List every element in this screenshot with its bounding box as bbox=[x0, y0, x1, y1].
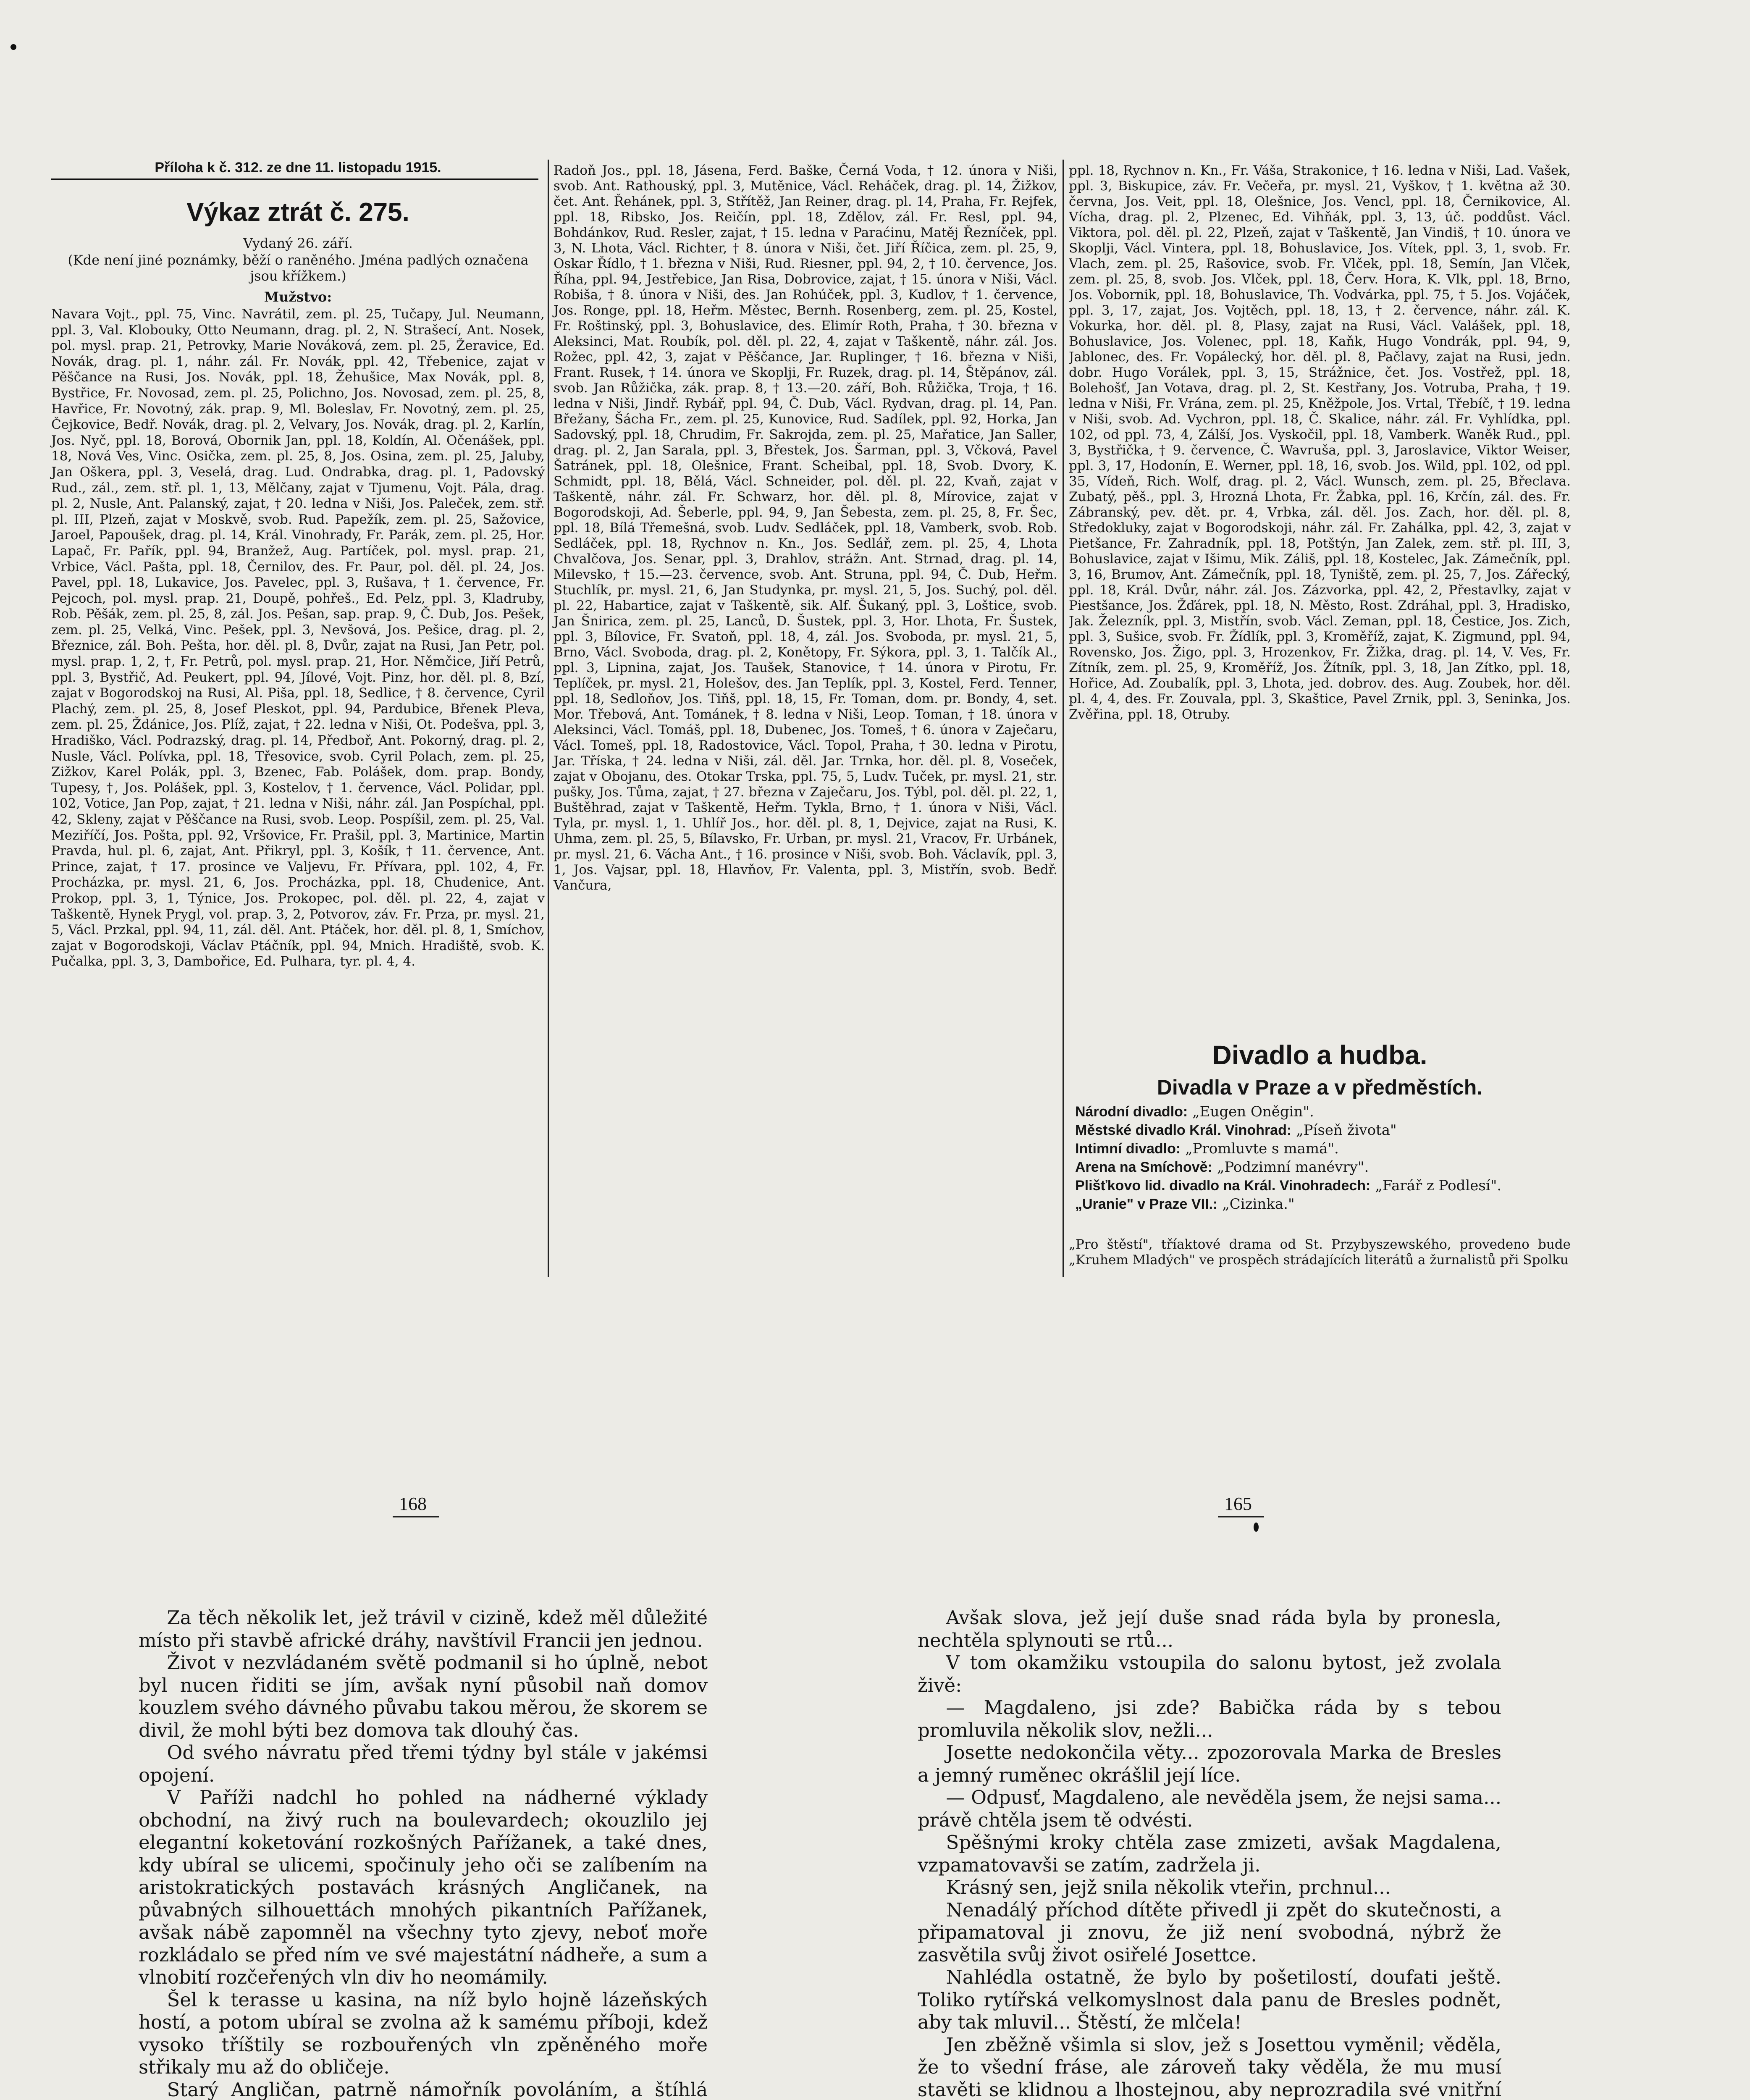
theatre-line bbox=[1075, 1176, 1571, 1195]
theatre-line bbox=[1075, 1121, 1571, 1139]
play-title: „Podzimní manévry". bbox=[1217, 1159, 1369, 1176]
report-title: Výkaz ztrát č. 275. bbox=[186, 198, 409, 227]
story-paragraph: Starý Angličan, patrně námořník povoláním, a štíhlá bbox=[167, 2078, 708, 2100]
supplement-header: Příloha k č. 312. ze dne 11. listopadu 1915. bbox=[155, 160, 441, 176]
story-paragraph: Jen zběžně všimla si slov, jež s Josettou vyměnil; věděla, že to všední fráse, ale zároveň taky věděla, že mu musí stavěti se klidnou a lhostejnou, aby neprozradila své vnitřní bbox=[918, 2033, 1501, 2100]
play-title: „Promluvte s mamá". bbox=[1185, 1140, 1339, 1157]
story-paragraph: Avšak slova, jež její duše snad ráda byla by pronesla, nechtěla splynouti se rtů... bbox=[918, 1606, 1501, 1651]
story-paragraph: — Magdaleno, jsi zde? Babička ráda by s tebou promluvila několik slov, nežli... bbox=[918, 1696, 1501, 1741]
play-title: „Eugen Oněgin". bbox=[1192, 1103, 1314, 1120]
venue-name: Intimní divadlo: bbox=[1075, 1141, 1181, 1157]
play-title: „Cizinka." bbox=[1222, 1196, 1295, 1213]
venue-name: „Uranie" v Praze VII.: bbox=[1075, 1196, 1218, 1212]
header-rule bbox=[51, 178, 538, 180]
theatre-note: „Pro štěstí", tříaktové drama od St. Przybyszewského, provedeno bude „Kruhem Mladých" ve prospěch strádajících literátů a žurnalistů při Spolku bbox=[1069, 1237, 1571, 1268]
story-page-right bbox=[918, 1606, 1501, 2100]
story-paragraph: Krásný sen, jejž snila několik vteřin, prchnul... bbox=[946, 1876, 1391, 1898]
play-title: „Farář z Podlesí". bbox=[1375, 1177, 1502, 1194]
story-paragraph: V tom okamžiku vstoupila do salonu bytost, jež zvolala živě: bbox=[918, 1651, 1501, 1696]
page-speck bbox=[1254, 1522, 1259, 1532]
theatre-line bbox=[1075, 1158, 1571, 1176]
page-number-right: 165 bbox=[1224, 1494, 1252, 1514]
column-rule-2 bbox=[1063, 160, 1064, 1277]
page-number-rule-left bbox=[393, 1516, 439, 1517]
theatre-listing bbox=[1075, 1102, 1571, 1213]
venue-name: Národní divadlo: bbox=[1075, 1104, 1188, 1120]
casualty-column-left: Navara Vojt., ppl. 75, Vinc. Navrátil, zem. pl. 25, Tučapy, Jul. Neumann, ppl. 3, Val. Klobouky, Otto Neumann, drag. pl. 2, N. Strašecí, Ant. Nosek, pol. mysl. prap. 21, Petrovky, Marie Nováková, zem. pl. 25, Žeravice, Ed. Novák, drag. pl. 1, náhr. zál. Fr. Novák, ppl. 42, Třebenice, zajat v Pěščance na Rusi, Jos. Novák, ppl. 18, Žehušice, Max Novák, ppl. 8, Bystřice, Fr. Novosad, zem. pl. 25, Polichno, Jos. Novosad, zem. pl. 25, 8, Havřice, Fr. Novotný, zák. prap. 9, Ml. Boleslav, Fr. Novotný, zem. pl. 25, Čejkovice, Bedř. Novák, drag. pl. 2, Velvary, Jos. Novák, drag. pl. 2, Karlín, Jos. Nyč, ppl. 18, Borová, Obornik Jan, ppl. 18, Koldín, Al. Očenášek, ppl. 18, Nová Ves, Vinc. Osička, zem. pl. 25, 8, Jos. Osina, zem. pl. 25, Jaluby, Jan Oškera, ppl. 3, Veselá, drag. Lud. Ondrabka, drag. pl. 1, Padovský Rud., zál., zem. stř. pl. 1, 13, Mělčany, zajat v Tjumenu, Vojt. Pála, drag. pl. 2, Nusle, Ant. Palanský, zajat, † 20. ledna v Niši, Jos. Paleček, zem. stř. pl. III, Plzeň, zajat v Moskvě, svob. Rud. Papežík, zem. pl. 25, Sažovice, Jaroel, Papoušek, drag. pl. 14, Král. Vinohrady, Fr. Parák, zem. pl. 25, Hor. Lapač, Fr. Pařík, ppl. 94, Branžež, Aug. Partíček, pol. mysl. prap. 21, Vrbice, Václ. Pašta, ppl. 18, Černilov, des. Fr. Paur, pol. děl. pl. 24, Jos. Pavel, ppl. 18, Lukavice, Jos. Pavelec, ppl. 3, Rušava, † 1. července, Fr. Pejcoch, pol. mysl. prap. 21, Doupě, pohřeš., Ed. Pelz, ppl. 3, Kladruby, Rob. Pěšák, zem. pl. 25, 8, zál. Jos. Pešan, sap. prap. 9, Č. Dub, Jos. Pešek, zem. pl. 25, Velká, Vinc. Pešek, ppl. 3, Nevšová, Jos. Pešice, drag. pl. 2, Březnice, zál. Boh. Pešta, hor. děl. pl. 8, Dvůr, zajat na Rusi, Jan Petr, pol. mysl. prap. 1, 2, †, Fr. Petrů, pol. mysl. prap. 21, Hor. Němčice, Jiří Petrů, ppl. 3, Bystřič, Ad. Peukert, ppl. 94, Jílové, Vojt. Pinz, hor. děl. pl. 8, Bzí, zajat v Bogorodskoj na Rusi, Al. Piša, ppl. 18, Sedlice, † 8. července, Cyril Plachý, zem. pl. 25, 8, Josef Pleskot, ppl. 94, Pardubice, Břenek Pleva, zem. pl. 25, Ždánice, Jos. Plíž, zajat, † 22. ledna v Niši, Ot. Podešva, ppl. 3, Hradiško, Václ. Podrazský, drag. pl. 14, Předboř, Ant. Pokorný, drag. pl. 2, Nusle, Václ. Polívka, ppl. 18, Třesovice, svob. Cyril Polach, zem. pl. 25, Zižkov, Karel Polák, ppl. 3, Bzenec, Fab. Polášek, dom. prap. Bondy, Tupesy, †, Jos. Polášek, ppl. 3, Kostelov, † 1. července, Václ. Polidar, ppl. 102, Votice, Jan Pop, zajat, † 21. ledna v Niši, náhr. zál. Jan Pospíchal, ppl. 42, Skleny, zajat v Pěščance na Rusi, svob. Leop. Pospíšil, zem. pl. 25, Val. Meziříčí, Jos. Pošta, ppl. 92, Vršovice, Fr. Prašil, ppl. 3, Martinice, Martin Pravda, hul. pl. 6, zajat, Ant. Přikryl, ppl. 3, Košík, † 11. července, Ant. Prince, zajat, † 17. prosince ve Valjevu, Fr. Přívara, ppl. 102, 4, Fr. Procházka, pr. mysl. 21, 6, Jos. Procházka, ppl. 18, Chudenice, Ant. Prokop, ppl. 3, 1, Týnice, Jos. Prokopec, pol. děl. pl. 22, 4, zajat v Taškentě, Hynek Prygl, vol. prap. 3, 2, Potvorov, záv. Fr. Prza, pr. mysl. 21, 5, Václ. Przkal, ppl. 94, 11, zál. děl. Ant. Ptáček, hor. děl. pl. 8, 1, Smíchov, zajat v Bogorodskoji, Václav Ptáčník, ppl. 94, Mnich. Hradiště, svob. K. Pučalka, ppl. 3, 3, Dambořice, Ed. Pulhara, tyr. pl. 4, 4. bbox=[51, 307, 545, 969]
story-paragraph: Spěšnými kroky chtěla zase zmizeti, avšak Magdalena, vzpamatovavši se zatím, zadržela ji. bbox=[918, 1831, 1501, 1876]
section-heading-men: Mužstvo: bbox=[264, 289, 332, 305]
page-speck bbox=[10, 44, 16, 50]
theatre-subheading: Divadla v Praze a v předměstích. bbox=[1157, 1076, 1483, 1099]
story-paragraph: Nenadálý příchod dítěte přivedl ji zpět do skutečnosti, a připamatoval ji znovu, že již není svobodná, nýbrž že zasvětila svůj život osiřelé Josettce. bbox=[918, 1898, 1501, 1966]
theatre-line bbox=[1075, 1102, 1571, 1121]
story-paragraph: V Paříži nadchl ho pohled na nádherné výklady obchodní, na živý ruch na boulevardech; okouzlilo jej elegantní koketování rozkošných Pařížanek, a také dnes, kdy ubíral se ulicemi, spočinuly jeho oči se zalíbením na aristokratických postavách krásných Angličanek, na půvabných silhouettách mnohých pikantních Pařížanek, avšak nábě zapomněl na všechny tyto zjevy, neboť moře rozkládalo se před ním ve své majestátní nádheře, a sum a vlnobití rozčeřených vln div ho neomámily. bbox=[139, 1786, 708, 1988]
theatre-line bbox=[1075, 1195, 1571, 1213]
page-number-rule-right bbox=[1218, 1516, 1264, 1517]
story-paragraph: Šel k terasse u kasina, na níž bylo hojně lázeňských hostí, a potom ubíral se zvolna až k samému příboji, kdež vysoko tříštily se rozbouřených vln zpěněného moře střikaly mu až do obličeje. bbox=[139, 1988, 708, 2078]
story-paragraph: Nahlédla ostatně, že bylo by pošetilostí, doufati ještě. Toliko rytířská velkomyslnost dala panu de Bresles podnět, aby tak mluvil... Štěstí, že mlčela! bbox=[918, 1966, 1501, 2033]
report-note: (Kde není jiné poznámky, běží o raněného. Jména padlých označena jsou křížkem.) bbox=[68, 252, 529, 284]
theatre-heading: Divadlo a hudba. bbox=[1212, 1040, 1427, 1070]
story-paragraph: Za těch několik let, jež trávil v cizině, kdež měl důležité místo při stavbě africké dráhy, navštívil Francii jen jednou. bbox=[139, 1606, 708, 1651]
venue-name: Arena na Smíchově: bbox=[1075, 1159, 1212, 1175]
story-paragraph: Josette nedokončila věty... zpozorovala Marka de Bresles a jemný ruměnec okrášlil její líce. bbox=[918, 1741, 1501, 1786]
venue-name: Plišťkovo lid. divadlo na Král. Vinohradech: bbox=[1075, 1178, 1371, 1194]
column-rule-1 bbox=[548, 160, 549, 1277]
venue-name: Městské divadlo Král. Vinohrad: bbox=[1075, 1122, 1292, 1138]
issued-date: Vydaný 26. září. bbox=[243, 235, 353, 251]
story-paragraph: — Odpusť, Magdaleno, ale nevěděla jsem, že nejsi sama... právě chtěla jsem tě odvésti. bbox=[918, 1786, 1501, 1831]
play-title: „Píseň života" bbox=[1296, 1122, 1397, 1139]
page-number-left: 168 bbox=[399, 1494, 427, 1514]
casualty-column-right: ppl. 18, Rychnov n. Kn., Fr. Váša, Strakonice, † 16. ledna v Niši, Lad. Vašek, ppl. 3, Biskupice, záv. Fr. Večeřa, pr. mysl. 21, Vyškov, † 1. května až 30. června, Jos. Veit, ppl. 18, Olešnice, Jos. Vencl, ppl. 18, Černikovice, Al. Vícha, drag. pl. 2, Plzenec, Ed. Vihňák, ppl. 3, 13, úč. poddůst. Václ. Viktora, pol. děl. pl. 22, Plzeň, zajat v Taškentě, Jan Vindiš, † 10. února ve Skoplji, Václ. Vintera, ppl. 18, Bohuslavice, Jos. Vítek, ppl. 3, 1, svob. Fr. Vlach, zem. pl. 25, Rašovice, svob. Fr. Vlček, ppl. 18, Semín, Jan Vlček, zem. pl. 25, 8, svob. Jos. Vlček, ppl. 18, Červ. Hora, K. Vlk, ppl. 18, Brno, Jos. Vobornik, ppl. 18, Bohuslavice, Th. Vodvárka, ppl. 75, † 5. Jos. Vojáček, ppl. 3, 17, zajat, Jos. Vojtěch, ppl. 18, 13, † 2. července, náhr. zál. K. Vokurka, hor. děl. pl. 8, Plasy, zajat na Rusi, Václ. Valášek, ppl. 18, Bohuslavice, Jos. Volenec, ppl. 18, Kaňk, Hugo Vondrák, ppl. 94, 9, Jablonec, des. Fr. Vopálecký, hor. děl. pl. 8, Pačlavy, zajat na Rusi, jedn. dobr. Hugo Vorálek, ppl. 3, 15, Strážnice, čet. Jos. Vostřež, ppl. 18, Bolehošť, Jan Votava, drag. pl. 2, St. Kestřany, Jos. Votruba, Praha, † 19. ledna v Niši, Fr. Vrána, zem. pl. 25, Kněžpole, Jos. Vrtal, Třebíč, † 19. ledna v Niši, svob. Ad. Vychron, ppl. 18, Č. Skalice, náhr. zál. Fr. Vyhlídka, ppl. 102, od ppl. 73, 4, Zálší, Jos. Vyskočil, ppl. 18, Vamberk. Waněk Rud., ppl. 3, Bystřička, † 9. července, Č. Wavruša, ppl. 3, Jaroslavice, Viktor Weiser, ppl. 3, 17, Hodonín, E. Werner, ppl. 18, 16, svob. Jos. Wild, ppl. 102, od ppl. 35, Vídeň, Rich. Wolf, drag. pl. 2, Václ. Wunsch, zem. pl. 25, Břeclava. Zubatý, pěš., ppl. 3, Hrozná Lhota, Fr. Žabka, ppl. 16, Krčín, zál. des. Fr. Zábranský, pev. dět. pr. 4, Vrbka, zál. děl. Jos. Zach, hor. děl. pl. 8, Středokluky, zajat v Bogorodskoji, náhr. zál. Fr. Zahálka, ppl. 42, 3, zajat v Pietšance, Fr. Zahradník, ppl. 18, Potštýn, Jan Zalek, zem. stř. pl. III, 3, Bohuslavice, zajat v Išimu, Mik. Záliš, ppl. 18, Kostelec, Jak. Zámečník, ppl. 3, 16, Brumov, Ant. Zámečník, ppl. 18, Tyniště, zem. pl. 25, 7, Jos. Zářecký, ppl. 18, Král. Dvůr, náhr. zál. Jos. Zázvorka, ppl. 42, 2, Přestavlky, zajat v Piestšance, Jos. Žďárek, ppl. 18, N. Město, Rost. Zdráhal, ppl. 3, Hradisko, Jak. Železník, ppl. 3, Mistřín, svob. Václ. Zeman, ppl. 18, Čestice, Jos. Zich, ppl. 3, Sušice, svob. Fr. Žídlík, ppl. 3, Kroměříž, zajat, K. Zigmund, ppl. 94, Rovensko, Jos. Žigo, ppl. 3, Hrozenkov, Fr. Žižka, drag. pl. 14, V. Ves, Fr. Zítník, zem. pl. 25, 9, Kroměříž, Jos. Žítník, ppl. 3, 18, Jan Zítko, ppl. 18, Hořice, Ad. Zoubalík, ppl. 3, Lhota, jed. dobrov. des. Aug. Zoubek, hor. děl. pl. 4, 4, des. Fr. Zouvala, ppl. 3, Skaštice, Pavel Zrnik, ppl. 3, Seninka, Jos. Zvěřina, ppl. 18, Otruby. bbox=[1069, 163, 1571, 722]
story-paragraph: Od svého návratu před třemi týdny byl stále v jakémsi opojení. bbox=[139, 1741, 708, 1786]
casualty-column-middle: Radoň Jos., ppl. 18, Jásena, Ferd. Baške, Černá Voda, † 12. února v Niši, svob. Ant. Rathouský, ppl. 3, Mutěnice, Václ. Reháček, drag. pl. 14, Žižkov, čet. Ant. Řehánek, ppl. 3, Střítěž, Jan Reiner, drag. pl. 14, Praha, Fr. Rejfek, ppl. 18, Ribsko, Jos. Reičín, ppl. 18, Zdělov, zál. Fr. Resl, ppl. 94, Bohdánkov, Rud. Resler, zajat, † 15. ledna v Paraćinu, Matěj Řezníček, ppl. 3, N. Lhota, Václ. Richter, † 8. února v Niši, čet. Jiří Říčica, zem. pl. 25, 9, Oskar Řídlo, † 1. března v Niši, Rud. Riesner, ppl. 94, 2, † 10. července, Jos. Říha, ppl. 94, Jestřebice, Jan Risa, Dobrovice, zajat, † 15. února v Niši, Václ. Robiša, † 8. února v Niši, des. Jan Rohúček, ppl. 3, Kudlov, † 1. července, Jos. Ronge, ppl. 18, Heřm. Městec, Bernh. Rosenberg, zem. pl. 25, Kostel, Fr. Roštinský, ppl. 3, Bohuslavice, des. Elimír Roth, Praha, † 30. března v Aleksinci, Mat. Roubík, pol. děl. pl. 22, 4, zajat v Taškentě, náhr. zál. Jos. Rožec, ppl. 42, 3, zajat v Pěščance, Jar. Ruplinger, † 16. března v Niši, Frant. Rusek, † 14. února ve Skoplji, Fr. Ruzek, drag. pl. 14, Štěpánov, zál. svob. Jan Růžička, zák. prap. 8, † 13.—20. září, Boh. Růžička, Troja, † 16. ledna v Niši, Jindř. Rybář, ppl. 94, Č. Dub, Václ. Rydvan, drag. pl. 14, Pan. Břežany, Šácha Fr., zem. pl. 25, Kunovice, Rud. Sadílek, ppl. 92, Horka, Jan Sadovský, ppl. 18, Chrudim, Fr. Sakrojda, zem. pl. 25, Mařatice, Jan Saller, drag. pl. 2, Jan Sarala, ppl. 3, Břestek, Jos. Šarman, ppl. 3, Včková, Pavel Šatránek, ppl. 18, Olešnice, Frant. Scheibal, ppl. 18, Svob. Dvory, K. Schmidt, ppl. 18, Bělá, Václ. Schneider, pol. děl. pl. 22, Kvaň, zajat v Taškentě, náhr. zál. Fr. Schwarz, hor. děl. pl. 8, Mírovice, zajat v Bogorodskoji, Ad. Šeberle, ppl. 94, 9, Jan Šebesta, zem. pl. 25, 8, Fr. Šec, ppl. 18, Bílá Třemešná, svob. Ludv. Sedláček, ppl. 18, Vamberk, svob. Rob. Sedláček, ppl. 18, Rychnov n. Kn., Jos. Sedlář, zem. pl. 25, 4, Lhota Chvalčova, Jos. Senar, ppl. 3, Drahlov, strážn. Ant. Strnad, drag. pl. 14, Milevsko, † 15.—23. července, svob. Ant. Struna, ppl. 94, Č. Dub, Heřm. Stuchlík, pr. mysl. 21, 6, Jan Studynka, pr. mysl. 21, 5, Jos. Suchý, pol. děl. pl. 22, Habartice, zajat v Taškentě, sik. Alf. Šukaný, ppl. 3, Loštice, svob. Jan Šnirica, zem. pl. 25, Lanců, D. Šustek, ppl. 3, Hor. Lhota, Fr. Šustek, ppl. 3, Bílovice, Fr. Svatoň, ppl. 18, 4, zál. Jos. Svoboda, pr. mysl. 21, 5, Brno, Václ. Svoboda, drag. pl. 2, Konětopy, Fr. Sýkora, ppl. 3, 1. Talčík Al., ppl. 3, Lipnina, zajat, Jos. Taušek, Stanovice, † 14. února v Pirotu, Fr. Teplíček, pr. mysl. 21, Holešov, des. Jan Teplík, ppl. 3, Kostel, Ferd. Tenner, ppl. 18, Sedloňov, Jos. Tiňš, ppl. 18, 15, Fr. Toman, dom. pr. Bondy, 4, set. Mor. Třebová, Ant. Tománek, † 8. ledna v Niši, Leop. Toman, † 18. února v Aleksinci, Václ. Tomáš, ppl. 18, Dubenec, Jos. Tomeš, † 6. února v Zaječaru, Václ. Tomeš, ppl. 18, Radostovice, Václ. Topol, Praha, † 30. ledna v Pirotu, Jar. Tříska, † 24. ledna v Niši, zál. děl. Jar. Trnka, hor. děl. pl. 8, Voseček, zajat v Obojanu, des. Otokar Trska, ppl. 75, 5, Ludv. Tuček, pr. mysl. 21, str. pušky, Jos. Tůma, zajat, † 27. března v Zaječaru, Jos. Týbl, pol. děl. pl. 22, 1, Buštěhrad, zajat v Taškentě, Heřm. Tykla, Brno, † 1. února v Niši, Václ. Tyla, pr. mysl. 1, 1. Uhlíř Jos., hor. děl. pl. 8, 1, Dejvice, zajat na Rusi, K. Uhma, zem. pl. 25, 5, Bílavsko, Fr. Urban, pr. mysl. 21, Vracov, Fr. Urbánek, pr. mysl. 21, 6. Vácha Ant., † 16. prosince v Niši, svob. Boh. Václavík, ppl. 3, 1, Jos. Vajsar, ppl. 18, Hlavňov, Fr. Valenta, ppl. 3, Mistřín, svob. Bedř. Vančura, bbox=[554, 163, 1057, 893]
story-page-left bbox=[139, 1606, 708, 2100]
theatre-line bbox=[1075, 1139, 1571, 1158]
story-paragraph: Život v nezvládaném světě podmanil si ho úplně, nebot byl nucen řiditi se jím, avšak nyní působil naň domov kouzlem svého dávného půvabu takou měrou, že skorem se divil, že mohl býti bez domova tak dlouhý čas. bbox=[139, 1651, 708, 1741]
